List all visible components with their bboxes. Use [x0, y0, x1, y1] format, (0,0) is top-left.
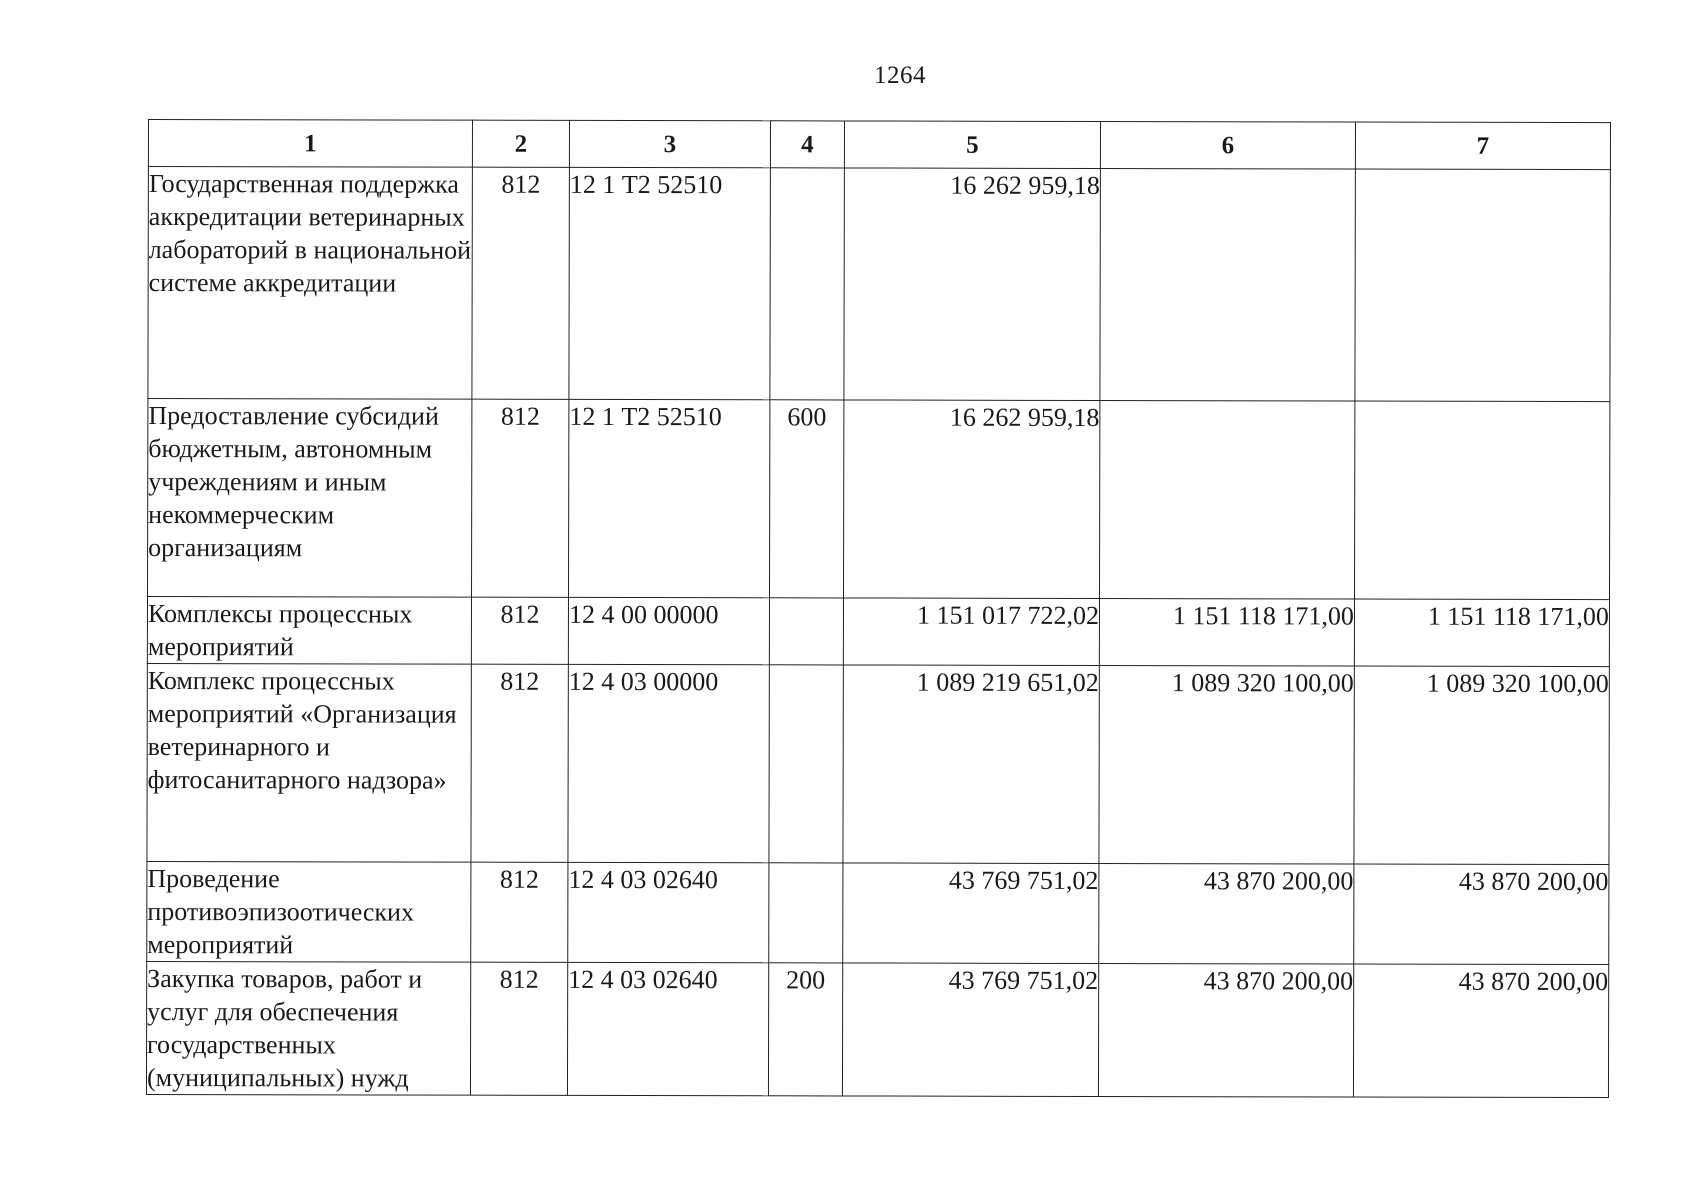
row-vr: 600: [769, 400, 843, 598]
row-name: Комплекс процессных мероприятий «Организация ветеринарного и фитосанитарного надзора»: [147, 663, 471, 862]
row-csr: 12 4 03 02640: [567, 962, 768, 1095]
row-name: Комплексы процессных мероприятий: [147, 597, 471, 665]
row-amount-3: 1 089 320 100,00: [1354, 666, 1609, 865]
row-vr: [769, 598, 843, 665]
table-row: [146, 961, 1608, 1097]
row-vr: 200: [768, 963, 842, 1096]
row-name: Закупка товаров, работ и услуг для обеспечения государственных (муниципальных) нужд: [146, 961, 470, 1095]
table-body: [146, 167, 1610, 1098]
col-header-1: 1: [148, 120, 472, 168]
row-vr: [770, 168, 844, 400]
table-row: [147, 861, 1609, 964]
row-grbs: 812: [471, 399, 568, 597]
row-grbs: 812: [471, 862, 568, 962]
col-header-6: 6: [1100, 121, 1355, 169]
row-amount-1: 16 262 959,18: [843, 400, 1099, 599]
row-csr: 12 4 03 00000: [568, 664, 769, 862]
row-vr: [769, 863, 843, 963]
row-grbs: 812: [470, 962, 567, 1095]
header-row: [148, 120, 1610, 170]
table-row: [147, 663, 1609, 864]
row-grbs: 812: [471, 597, 568, 664]
row-csr: 12 4 00 00000: [568, 597, 769, 664]
row-amount-1: 1 089 219 651,02: [843, 665, 1099, 864]
row-amount-2: 43 870 200,00: [1099, 863, 1354, 964]
row-amount-3: [1354, 401, 1609, 600]
row-grbs: 812: [472, 167, 569, 399]
row-grbs: 812: [471, 664, 568, 862]
row-csr: 12 1 Т2 52510: [569, 167, 770, 399]
row-amount-1: 43 769 751,02: [842, 963, 1098, 1097]
row-amount-3: 43 870 200,00: [1353, 964, 1608, 1098]
row-amount-2: 1 089 320 100,00: [1099, 665, 1354, 864]
row-vr: [769, 665, 843, 863]
row-amount-2: [1099, 400, 1354, 599]
col-header-3: 3: [569, 120, 770, 167]
col-header-4: 4: [770, 121, 844, 168]
table-header: [148, 120, 1610, 170]
table-row: [147, 597, 1609, 667]
row-amount-2: [1100, 168, 1355, 401]
row-name: Государственная поддержка аккредитации ветеринарных лабораторий в национальной системе аккредитации: [148, 167, 472, 400]
row-amount-2: 43 870 200,00: [1098, 963, 1353, 1097]
table-row: [147, 399, 1609, 600]
col-header-5: 5: [844, 121, 1100, 169]
row-amount-3: 1 151 118 171,00: [1354, 599, 1609, 667]
col-header-7: 7: [1355, 122, 1610, 170]
row-amount-1: 1 151 017 722,02: [843, 598, 1099, 666]
row-amount-1: 43 769 751,02: [843, 863, 1099, 964]
row-csr: 12 4 03 02640: [568, 862, 769, 962]
row-amount-3: 43 870 200,00: [1354, 864, 1609, 965]
table-row: [148, 167, 1610, 402]
row-amount-1: 16 262 959,18: [844, 168, 1100, 401]
budget-table: [146, 119, 1611, 1098]
row-amount-2: 1 151 118 171,00: [1099, 598, 1354, 666]
row-name: Проведение противоэпизоотических мероприятий: [147, 861, 471, 962]
col-header-2: 2: [472, 120, 569, 167]
row-amount-3: [1355, 169, 1610, 402]
row-csr: 12 1 Т2 52510: [568, 399, 769, 597]
row-name: Предоставление субсидий бюджетным, автономным учреждениям и иным некоммерческим организациям: [147, 399, 471, 598]
page-number: 1264: [874, 62, 926, 89]
